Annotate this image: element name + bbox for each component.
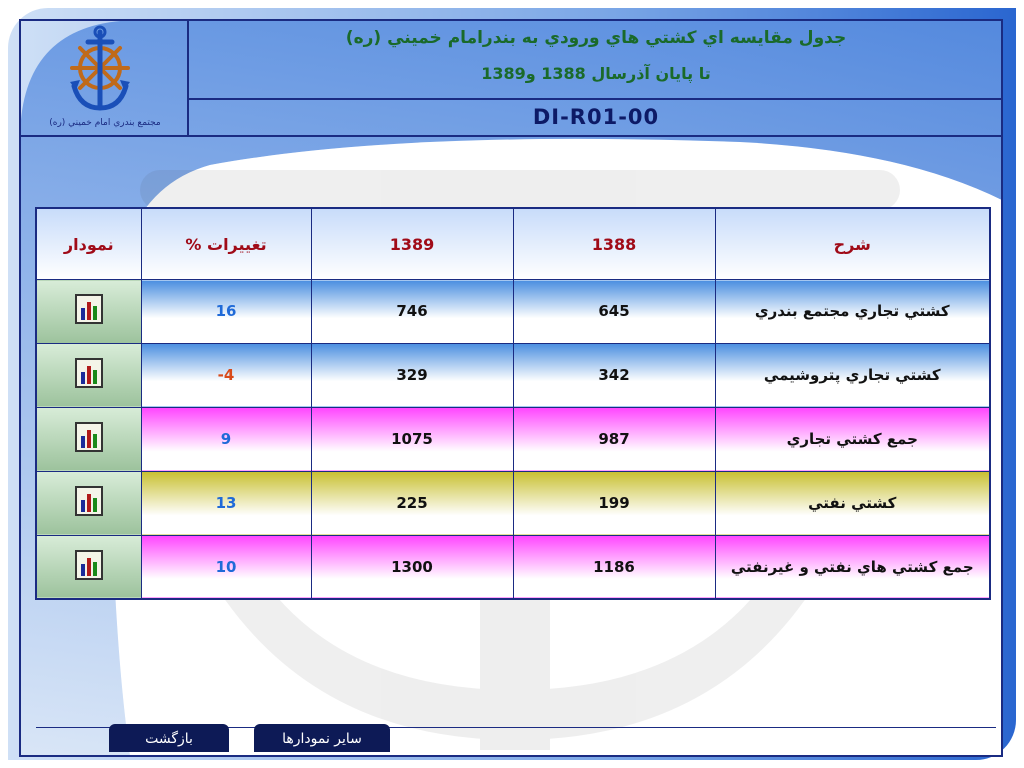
title-code-divider	[189, 98, 1001, 100]
table-header-row	[36, 208, 990, 280]
document-code: DI-R01-00	[532, 105, 660, 129]
chart-button[interactable]	[36, 471, 141, 535]
bar-chart-icon[interactable]	[75, 294, 103, 324]
header-change: % تغييرات	[141, 208, 311, 280]
value-1388: 342	[513, 343, 715, 407]
change-cell: 9	[141, 407, 311, 471]
row-description: كشتي تجاري پتروشيمي	[715, 343, 990, 407]
bar-chart-icon[interactable]	[75, 422, 103, 452]
table-row	[36, 343, 990, 407]
bar-chart-icon[interactable]	[75, 486, 103, 516]
header-chart: نمودار	[36, 208, 141, 280]
row-description: جمع كشتي تجاري	[715, 407, 990, 471]
bar-chart-icon[interactable]	[75, 358, 103, 388]
value-1389: 1300	[311, 535, 513, 599]
value-1389: 1075	[311, 407, 513, 471]
table-row	[36, 535, 990, 599]
bar-chart-icon[interactable]	[75, 550, 103, 580]
table-row	[36, 471, 990, 535]
back-button[interactable]: بازگشت	[109, 724, 229, 752]
chart-button[interactable]	[36, 280, 141, 344]
header-description: شرح	[715, 208, 990, 280]
header-1388: 1388	[513, 208, 715, 280]
value-1388: 987	[513, 407, 715, 471]
header-divider	[21, 135, 1001, 137]
value-1389: 329	[311, 343, 513, 407]
chart-button[interactable]	[36, 535, 141, 599]
change-cell: -4	[141, 343, 311, 407]
value-1389: 225	[311, 471, 513, 535]
change-cell: 10	[141, 535, 311, 599]
anchor-logo-icon	[60, 24, 140, 114]
comparison-table	[35, 207, 991, 600]
change-cell: 16	[141, 280, 311, 344]
value-1388: 199	[513, 471, 715, 535]
page-subtitle: تا پايان آذرسال 1388 و1389	[481, 64, 711, 83]
logo-caption: مجتمع بندري امام خميني (ره)	[49, 118, 161, 128]
table-row	[36, 280, 990, 344]
page-title: جدول مقايسه اي كشتي هاي ورودي به بندرامام خميني (ره)	[345, 28, 847, 48]
other-charts-button[interactable]: ساير نمودارها	[254, 724, 390, 752]
row-description: كشتي تجاري مجتمع بندري	[715, 280, 990, 344]
chart-button[interactable]	[36, 343, 141, 407]
change-cell: 13	[141, 471, 311, 535]
table-row	[36, 407, 990, 471]
row-description: جمع كشتي هاي نفتي و غيرنفتي	[715, 535, 990, 599]
value-1388: 1186	[513, 535, 715, 599]
chart-button[interactable]	[36, 407, 141, 471]
header-1389: 1389	[311, 208, 513, 280]
row-description: كشتي نفتي	[715, 471, 990, 535]
value-1388: 645	[513, 280, 715, 344]
value-1389: 746	[311, 280, 513, 344]
